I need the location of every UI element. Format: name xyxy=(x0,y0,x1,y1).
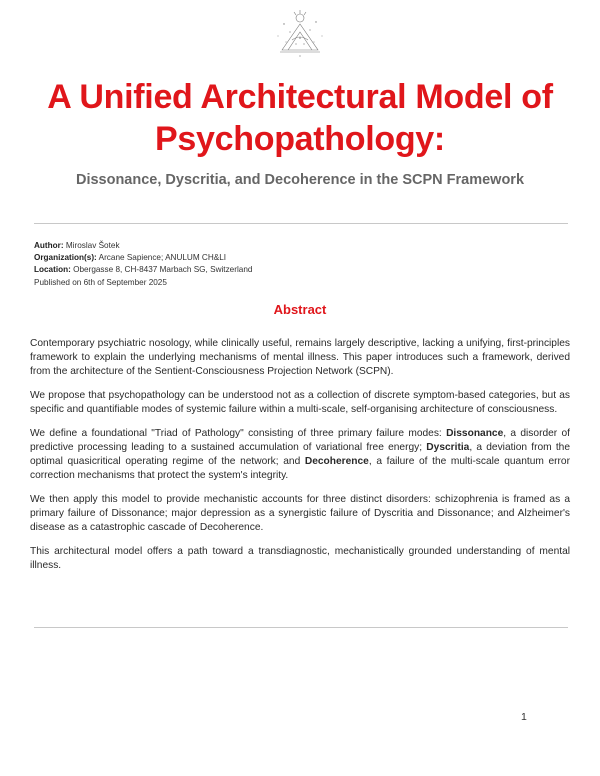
page-number: 1 xyxy=(521,711,527,723)
bottom-divider xyxy=(34,627,568,628)
author-line xyxy=(34,240,252,252)
abstract-body xyxy=(30,337,570,583)
organization-name: Arcane Sapience; ANULUM CH&LI xyxy=(98,253,227,263)
paper-subtitle: Dissonance, Dyscritia, and Decoherence in the SCPN Framework xyxy=(75,172,525,188)
location-label: Location: xyxy=(34,265,71,275)
dyscritia-definition: , a deviation from the optimal quasicritical operating regime of the network; and xyxy=(30,442,570,467)
abstract-paragraph-3 xyxy=(30,427,570,483)
abstract-paragraph-4: We then apply this model to provide mechanistic accounts for three distinct disorders: schizophrenia is framed as a primary failure of Dissonance; major depression as a synergistic failure of Dyscritia and Dissonance; and Alzheimer's disease as a catastrophic cascade of Decoherence. xyxy=(30,494,570,533)
decoherence-definition: , a failure of the multi-scale quantum error correction mechanisms that protect the system's integrity. xyxy=(30,456,570,481)
abstract-paragraph-5: This architectural model offers a path toward a transdiagnostic, mechanistically grounded understanding of mental illness. xyxy=(30,546,570,571)
top-divider xyxy=(34,223,568,224)
paper-title: A Unified Architectural Model of Psychopathology: xyxy=(47,78,553,158)
organization-line xyxy=(34,252,252,264)
organization-logo xyxy=(270,6,330,62)
organization-label: Organization(s): xyxy=(34,253,97,263)
triad-intro-text: We define a foundational "Triad of Pathology" consisting of three primary failure modes: xyxy=(30,428,447,439)
term-dyscritia: Dyscritia xyxy=(426,442,470,453)
author-metadata xyxy=(34,240,252,289)
abstract-heading: Abstract xyxy=(273,302,327,317)
term-decoherence: Decoherence xyxy=(304,456,369,467)
dissonance-definition: , a disorder of predictive processing leading to a sustained accumulation of variational free energy; xyxy=(30,428,570,453)
author-name: Miroslav Šotek xyxy=(65,241,120,250)
location-line xyxy=(34,264,252,276)
location-value: Obergasse 8, CH-8437 Marbach SG, Switzerland xyxy=(73,265,253,275)
published-date: Published on 6th of September 2025 xyxy=(34,277,167,287)
term-dissonance: Dissonance xyxy=(446,428,504,439)
abstract-paragraph-2: We propose that psychopathology can be understood not as a collection of discrete symptom-based categories, but as specific and quantifiable modes of systemic failure within a multi-scale, self-organising architecture of consciousness. xyxy=(30,390,570,415)
author-label: Author: xyxy=(34,241,64,250)
abstract-paragraph-1: Contemporary psychiatric nosology, while clinically useful, remains largely descriptive, lacking a unifying, first-principles framework to explain the underlying mechanisms of mental illness. This paper introduces such a framework, derived from the architecture of the Sentient-Consciousness Projection Network (SCPN). xyxy=(30,338,570,377)
